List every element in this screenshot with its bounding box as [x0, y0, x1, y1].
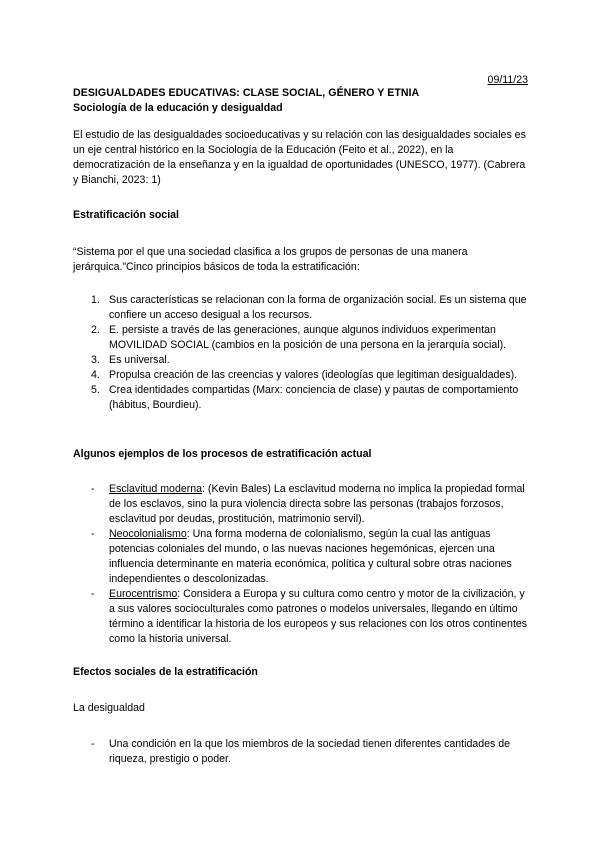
list-item: [73, 383, 533, 413]
list-item: [73, 482, 533, 527]
list-item: [73, 323, 533, 353]
dash-bullet: -: [91, 528, 95, 540]
section-heading-estratificacion: Estratificación social: [73, 209, 179, 221]
list-number: 2.: [91, 324, 100, 336]
list-item-text: Sus características se relacionan con la forma de organización social. Es un sistema que confiere un acceso desigual a los recursos.: [109, 294, 527, 321]
dash-bullet: -: [91, 483, 95, 495]
term-description: : Una forma moderna de colonialismo, según la cual las antiguas potencias coloniales del mundo, o las nuevas naciones hegemónicas, ejercen una influencia determinante en materia económica, política y cultural sobre otras naciones independientes o descolonizadas.: [109, 528, 512, 585]
term-description: : (Kevin Bales) La esclavitud moderna no implica la propiedad formal de los esclavos, sino la pura violencia directa sobre las personas (trabajos forzosos, esclavitud por deudas, prostitución, matrimonio servil).: [109, 483, 525, 525]
list-item-text: E. persiste a través de las generaciones, aunque algunos individuos experimentan MOVILIDAD SOCIAL (cambios en la posición de una persona en la jerarquía social).: [109, 324, 507, 351]
effects-list: [73, 737, 533, 767]
document-date: 09/11/23: [487, 74, 528, 86]
list-number: 5.: [91, 384, 100, 396]
list-item: [73, 587, 533, 647]
term-label: Neocolonialismo: [109, 528, 187, 540]
list-item: [73, 527, 533, 587]
term-label: Eurocentrismo: [109, 588, 178, 600]
term-description: : Considera a Europa y su cultura como centro y motor de la civilización, y a sus valores socioculturales como patrones o modelos universales, llegando en último término a identificar la historia de los europeos y sus relaciones con los otros continentes como la historia universal.: [109, 588, 528, 645]
list-item: [73, 368, 533, 383]
term-label: Esclavitud moderna: [109, 483, 203, 495]
list-item: [73, 353, 533, 368]
list-item-text: Crea identidades compartidas (Marx: conciencia de clase) y pautas de comportamiento (hábitus, Bourdieu).: [109, 384, 519, 411]
document-title: DESIGUALDADES EDUCATIVAS: CLASE SOCIAL, GÉNERO Y ETNIA: [73, 87, 420, 99]
document-subtitle: Sociología de la educación y desigualdad: [73, 102, 283, 114]
list-item-text: Es universal.: [109, 354, 170, 366]
list-number: 4.: [91, 369, 100, 381]
list-item: [73, 737, 533, 767]
section-heading-efectos: Efectos sociales de la estratificación: [73, 666, 258, 678]
list-item-text: Una condición en la que los miembros de la sociedad tienen diferentes cantidades de riqueza, prestigio o poder.: [109, 738, 511, 765]
list-number: 3.: [91, 354, 100, 366]
dash-bullet: -: [91, 738, 95, 750]
section-heading-ejemplos: Algunos ejemplos de los procesos de estratificación actual: [73, 448, 372, 460]
principles-list: [73, 293, 533, 413]
intro-paragraph: El estudio de las desigualdades socioeducativas y su relación con las desigualdades sociales es un eje central histórico en la Sociología de la Educación (Feito et al., 2022), en la democratización de la enseñanza y en la igualdad de oportunidades (UNESCO, 1977). (Cabrera y Bianchi, 2023: 1): [73, 129, 526, 186]
list-item-text: Propulsa creación de las creencias y valores (ideologías que legitiman desigualdades).: [109, 369, 518, 381]
examples-list: [73, 482, 533, 647]
list-item: [73, 293, 533, 323]
definition-paragraph: “Sistema por el que una sociedad clasifica a los grupos de personas de una manera jerárquica.”Cinco principios básicos de toda la estratificación:: [73, 246, 468, 273]
dash-bullet: -: [91, 588, 95, 600]
subheading-desigualdad: La desigualdad: [73, 702, 145, 714]
list-number: 1.: [91, 294, 100, 306]
